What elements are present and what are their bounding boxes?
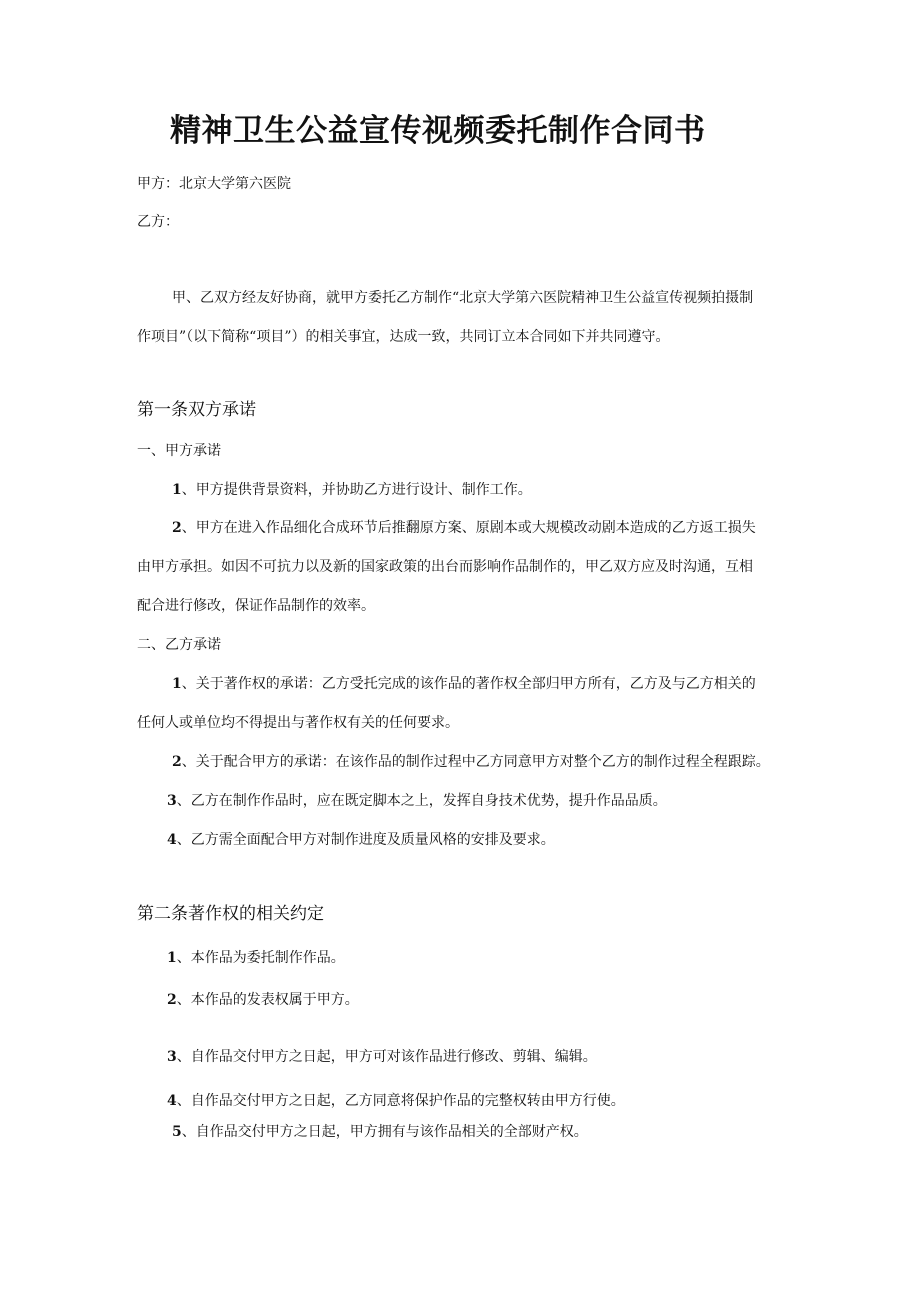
item-text: 、自作品交付甲方之日起，甲方可对该作品进行修改、剪辑、编辑。 [176,1049,597,1065]
party-a-item-2-cont-2: 配合进行修改，保证作品制作的效率。 [137,598,375,614]
item-text: 、本作品的发表权属于甲方。 [176,992,359,1008]
party-a-line: 甲方：北京大学第六医院 [137,176,291,192]
party-b-line: 乙方： [137,214,179,230]
item-number: 1 [172,482,182,498]
party-a-item-2-cont-1: 由甲方承担。如因不可抗力以及新的国家政策的出台而影响作品制作的，甲乙双方应及时沟通，互相 [137,559,753,575]
article-2-item-1 [167,950,345,967]
item-text: 、甲方提供背景资料，并协助乙方进行设计、制作工作。 [181,482,532,498]
item-number: 3 [167,1049,177,1065]
article-2-item-5 [172,1124,588,1141]
item-text: 、本作品为委托制作作品。 [176,950,345,966]
party-b-item-4 [167,832,555,849]
item-text: 、自作品交付甲方之日起，甲方拥有与该作品相关的全部财产权。 [181,1124,588,1140]
intro-line-2: 作项目”（以下简称“项目”）的相关事宜，达成一致，共同订立本合同如下并共同遵守。 [137,329,670,345]
article-2-item-2 [167,992,359,1009]
party-a-item-1 [172,482,532,499]
party-a-item-2 [172,520,756,537]
document-title: 精神卫生公益宣传视频委托制作合同书 [170,113,706,149]
party-b-item-2 [172,754,770,771]
section-party-b-commitments: 二、乙方承诺 [137,637,221,653]
party-b-item-1 [172,676,756,693]
intro-line-1: 甲、乙双方经友好协商，就甲方委托乙方制作“北京大学第六医院精神卫生公益宣传视频拍摄制 [172,290,754,306]
item-text: 、乙方在制作作品时，应在既定脚本之上，发挥自身技术优势，提升作品品质。 [176,793,667,809]
item-number: 1 [167,950,177,966]
item-text: 、甲方在进入作品细化合成环节后推翻原方案、原剧本或大规模改动剧本造成的乙方返工损失 [181,520,756,536]
party-b-item-3 [167,793,667,810]
item-number: 2 [167,992,177,1008]
article-2-item-3 [167,1049,597,1066]
article-1-heading: 第一条双方承诺 [137,400,256,420]
item-text: 、自作品交付甲方之日起，乙方同意将保护作品的完整权转由甲方行使。 [176,1093,625,1109]
party-b-item-1-cont: 任何人或单位均不得提出与著作权有关的任何要求。 [137,715,459,731]
item-text: 、关于著作权的承诺：乙方受托完成的该作品的著作权全部归甲方所有，乙方及与乙方相关的 [181,676,756,692]
item-number: 2 [172,520,182,536]
item-number: 3 [167,793,177,809]
article-2-heading: 第二条著作权的相关约定 [137,904,324,924]
article-2-item-4 [167,1093,625,1110]
item-number: 4 [167,832,177,848]
item-number: 2 [172,754,182,770]
item-number: 4 [167,1093,177,1109]
section-party-a-commitments: 一、甲方承诺 [137,443,221,459]
item-number: 5 [172,1124,182,1140]
item-number: 1 [172,676,182,692]
item-text: 、乙方需全面配合甲方对制作进度及质量风格的安排及要求。 [176,832,555,848]
item-text: 、关于配合甲方的承诺：在该作品的制作过程中乙方同意甲方对整个乙方的制作过程全程跟踪。 [181,754,770,770]
